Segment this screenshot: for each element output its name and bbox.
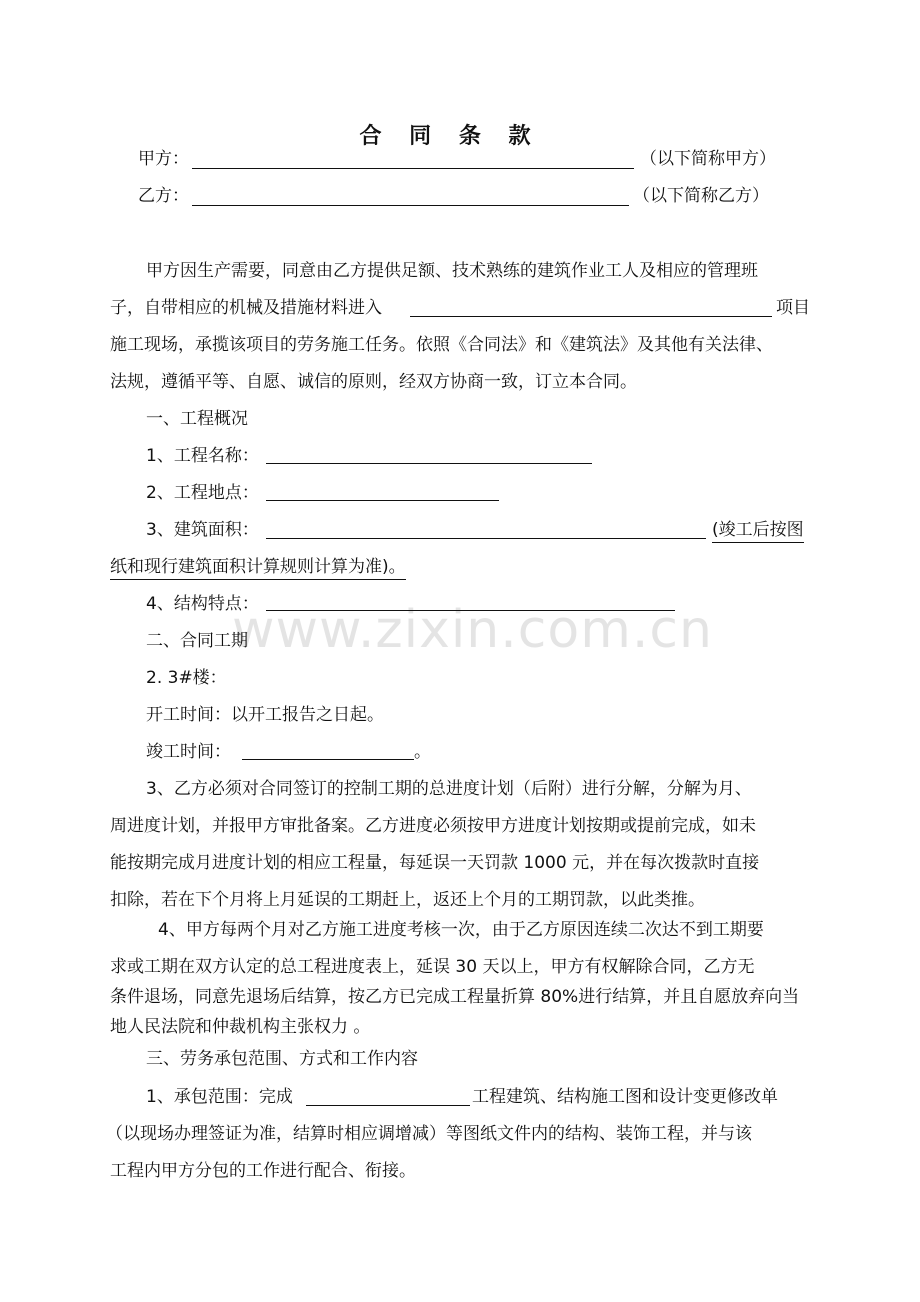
scope-line-1a: 1、承包范围：完成 xyxy=(146,1087,293,1107)
finish-time-label: 竣工时间： xyxy=(146,742,231,762)
clause-3-line-3: 能按期完成月进度计划的相应工程量，每延误一天罚款 1000 元，并在每次拨款时直接 xyxy=(110,853,760,873)
finish-time-blank xyxy=(242,759,414,760)
section-1-heading: 一、工程概况 xyxy=(146,409,248,429)
clause-3-line-2: 周进度计划，并报甲方审批备案。乙方进度必须按甲方进度计划按期或提前完成，如未 xyxy=(110,816,756,836)
start-time: 开工时间：以开工报告之日起。 xyxy=(146,705,384,725)
party-a-blank xyxy=(192,168,634,169)
clause-4-line-2: 求或工期在双方认定的总工程进度表上，延误 30 天以上，甲方有权解除合同，乙方无 xyxy=(110,957,755,977)
clause-3-line-1: 3、乙方必须对合同签订的控制工期的总进度计划（后附）进行分解，分解为月、 xyxy=(146,779,752,799)
project-name-blank xyxy=(266,463,592,464)
scope-line-3: 工程内甲方分包的工作进行配合、衔接。 xyxy=(110,1161,416,1181)
project-location-blank xyxy=(266,500,499,501)
intro-line-2a: 子，自带相应的机械及措施材料进入 xyxy=(110,298,382,318)
building-area-blank xyxy=(266,538,706,539)
clause-4-line-4: 地人民法院和仲裁机构主张权力 。 xyxy=(110,1017,371,1037)
clause-4-line-3: 条件退场，同意先退场后结算，按乙方已完成工程量折算 80%进行结算，并且自愿放弃向当 xyxy=(110,987,800,1007)
party-a-label: 甲方： xyxy=(138,149,189,169)
watermark: www.zixin.com.cn xyxy=(232,600,713,660)
intro-line-2b: 项目 xyxy=(776,298,810,318)
clause-3-line-4: 扣除，若在下个月将上月延误的工期赶上，返还上个月的工期罚款，以此类推。 xyxy=(110,890,705,910)
building-no: 2. 3#楼： xyxy=(146,668,227,688)
section-3-heading: 三、劳务承包范围、方式和工作内容 xyxy=(146,1049,418,1069)
finish-time-end: 。 xyxy=(414,742,431,762)
intro-project-blank xyxy=(410,316,772,317)
structure-blank xyxy=(266,610,675,611)
building-area-note: 纸和现行建筑面积计算规则计算为准)。 xyxy=(110,555,406,580)
intro-line-4: 法规，遵循平等、自愿、诚信的原则，经双方协商一致，订立本合同。 xyxy=(110,372,637,392)
intro-line-1: 甲方因生产需要，同意由乙方提供足额、技术熟练的建筑作业工人及相应的管理班 xyxy=(146,261,758,281)
scope-line-2: （以现场办理签证为准，结算时相应调增减）等图纸文件内的结构、装饰工程，并与该 xyxy=(106,1124,752,1144)
section-2-heading: 二、合同工期 xyxy=(146,631,248,651)
building-area-suffix: (竣工后按图 xyxy=(712,518,804,543)
party-b-blank xyxy=(192,205,629,206)
page-title: 合 同 条 款 xyxy=(359,124,541,149)
intro-line-3: 施工现场，承揽该项目的劳务施工任务。依照《合同法》和《建筑法》及其他有关法律、 xyxy=(110,335,773,355)
party-b-label: 乙方： xyxy=(138,186,189,206)
party-a-suffix: （以下简称甲方） xyxy=(640,149,776,169)
building-area-label: 3、建筑面积： xyxy=(146,520,259,540)
party-b-suffix: （以下简称乙方） xyxy=(633,186,769,206)
project-name-label: 1、工程名称： xyxy=(146,446,259,466)
project-location-label: 2、工程地点： xyxy=(146,483,259,503)
scope-line-1b: 工程建筑、结构施工图和设计变更修改单 xyxy=(472,1087,778,1107)
scope-project-blank xyxy=(306,1105,470,1106)
structure-label: 4、结构特点： xyxy=(146,594,259,614)
clause-4-line-1: 4、甲方每两个月对乙方施工进度考核一次，由于乙方原因连续二次达不到工期要 xyxy=(158,920,764,940)
